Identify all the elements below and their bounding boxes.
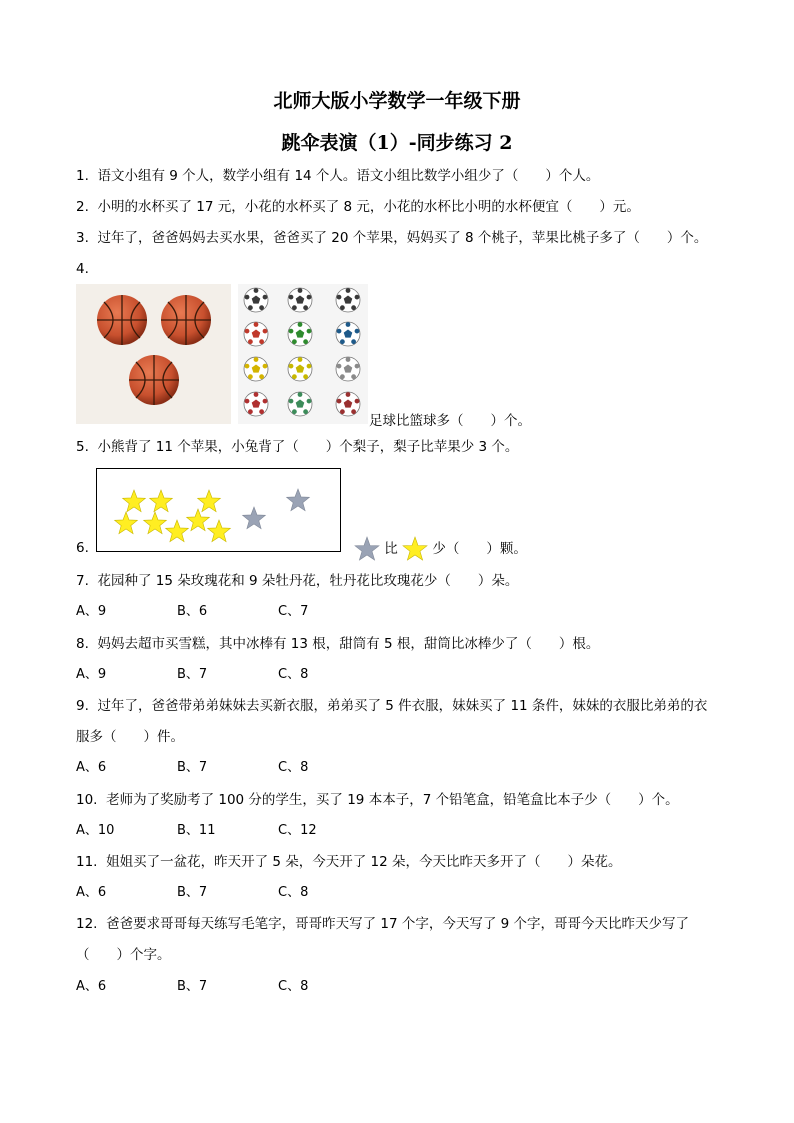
question-2: 2. 小明的水杯买了 17 元，小花的水杯买了 8 元，小花的水杯比小明的水杯便宜（ ）元。 [76, 199, 640, 215]
soccer-ball-image [238, 284, 368, 424]
question-9-options [76, 758, 379, 778]
question-10: 10. 老师为了奖励考了 100 分的学生，买了 19 本本子，7 个铅笔盒，铅笔盒比本子少（ ）个。 [76, 792, 679, 808]
question-6-number: 6. [76, 540, 89, 556]
soccer-ball-icon [244, 322, 268, 346]
soccer-ball-icon [288, 392, 312, 416]
option-a[interactable]: A、10 [76, 823, 115, 838]
question-1: 1. 语文小组有 9 个人，数学小组有 14 个人。语文小组比数学小组少了（ ）个人。 [76, 168, 600, 184]
basketball-icon [129, 355, 179, 405]
soccer-ball-icon [336, 392, 360, 416]
option-b[interactable]: B、7 [177, 885, 208, 900]
question-7-options [76, 602, 379, 622]
question-11: 11. 姐姐买了一盆花，昨天开了 5 朵，今天开了 12 朵，今天比昨天多开了（ ）朵花。 [76, 854, 622, 870]
option-c[interactable]: C、8 [278, 979, 309, 994]
question-9: 9. 过年了，爸爸带弟弟妹妹去买新衣服，弟弟买了 5 件衣服，妹妹买了 11 条件，妹妹的衣服比弟弟的衣 [76, 698, 708, 714]
yellow-star-icon [402, 536, 428, 562]
soccer-ball-icon [336, 288, 360, 312]
question-7: 7. 花园种了 15 朵玫瑰花和 9 朵牡丹花，牡丹花比玫瑰花少（ ）朵。 [76, 573, 519, 589]
option-b[interactable]: B、7 [177, 667, 208, 682]
page-title: 北师大版小学数学一年级下册 [273, 90, 521, 112]
page-subtitle: 跳伞表演（1）-同步练习 2 [281, 132, 513, 154]
question-12: 12. 爸爸要求哥哥每天练写毛笔字，哥哥昨天写了 17 个字，今天写了 9 个字，哥哥今天比昨天少写了 [76, 916, 690, 932]
option-c[interactable]: C、8 [278, 760, 309, 775]
option-a[interactable]: A、6 [76, 760, 107, 775]
soccer-ball-icon [244, 288, 268, 312]
option-c[interactable]: C、7 [278, 604, 309, 619]
question-8: 8. 妈妈去超市买雪糕，其中冰棒有 13 根，甜筒有 5 根，甜筒比冰棒少了（ ）根。 [76, 636, 600, 652]
soccer-ball-icon [244, 357, 268, 381]
gray-star-icon [287, 489, 310, 511]
option-b[interactable]: B、7 [177, 979, 208, 994]
option-c[interactable]: C、12 [278, 823, 317, 838]
soccer-ball-icon [336, 357, 360, 381]
question-9-continued: 服多（ ）件。 [76, 729, 184, 745]
basketball-image [76, 284, 231, 424]
yellow-star-icon [150, 490, 173, 512]
soccer-ball-icon [336, 322, 360, 346]
question-12-continued: （ ）个字。 [76, 947, 171, 963]
question-6: 比 少（ ）颗。 [354, 536, 527, 562]
yellow-star-icon [187, 509, 210, 531]
basketball-drawing [76, 284, 231, 424]
question-10-options [76, 821, 379, 841]
stars-drawing [97, 469, 340, 551]
question-3: 3. 过年了，爸爸妈妈去买水果，爸爸买了 20 个苹果，妈妈买了 8 个桃子，苹果比桃子多了（ ）个。 [76, 230, 708, 246]
option-b[interactable]: B、7 [177, 760, 208, 775]
yellow-star-icon [198, 490, 221, 512]
basketball-icon [97, 295, 147, 345]
gray-star-icon [243, 507, 266, 529]
question-5: 5. 小熊背了 11 个苹果，小兔背了（ ）个梨子，梨子比苹果少 3 个。 [76, 439, 519, 455]
yellow-star-icon [123, 490, 146, 512]
option-b[interactable]: B、11 [177, 823, 216, 838]
soccer-drawing [238, 284, 368, 424]
option-a[interactable]: A、9 [76, 604, 107, 619]
question-4-number: 4. [76, 261, 89, 277]
option-a[interactable]: A、9 [76, 667, 107, 682]
yellow-star-icon [144, 512, 167, 534]
option-a[interactable]: A、6 [76, 885, 107, 900]
question-12-options [76, 977, 379, 997]
soccer-ball-icon [288, 357, 312, 381]
question-11-options [76, 883, 379, 903]
basketball-icon [161, 295, 211, 345]
option-c[interactable]: C、8 [278, 885, 309, 900]
stars-box [96, 468, 341, 552]
soccer-ball-icon [244, 392, 268, 416]
soccer-ball-icon [288, 322, 312, 346]
yellow-star-icon [115, 512, 138, 534]
option-b[interactable]: B、6 [177, 604, 208, 619]
soccer-ball-icon [288, 288, 312, 312]
question-8-options [76, 665, 379, 685]
yellow-star-icon [208, 520, 231, 542]
option-a[interactable]: A、6 [76, 979, 107, 994]
gray-star-icon [354, 536, 380, 562]
question-4: 足球比篮球多（ ）个。 [369, 413, 531, 429]
option-c[interactable]: C、8 [278, 667, 309, 682]
yellow-star-icon [166, 520, 189, 542]
